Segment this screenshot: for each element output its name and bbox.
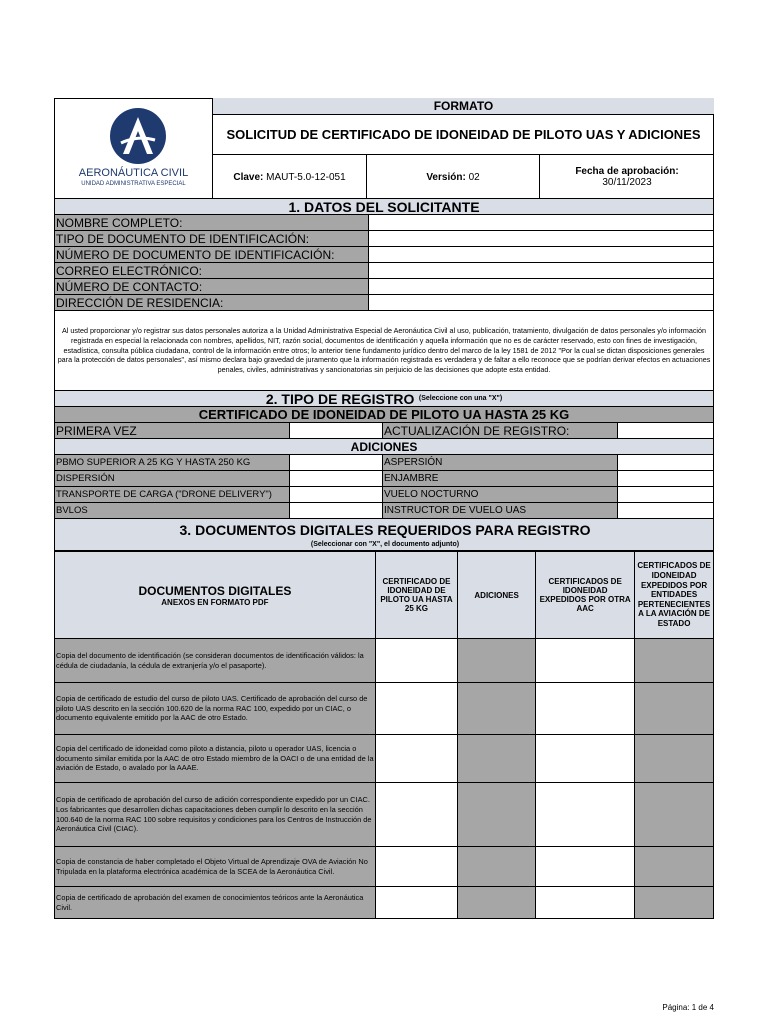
field-label: TIPO DE DOCUMENTO DE IDENTIFICACIÓN: [54,231,368,247]
document-checkbox[interactable] [458,887,536,919]
document-row [55,639,714,683]
adicion-input[interactable] [289,455,382,471]
disclaimer-text: Al usted proporcionar y/o registrar sus datos personales autoriza a la Unidad Administrativa Especial de Aeronáutica Civil al uso, publicación, tratamiento, divulgación de datos personales y/o información registrada en especial la relacionada con nombres, apellidos, NIT, razón social, documentos de identificación y aquella información que no es de carácter reservado, esto con fines de investigación, estadística, consulta pública ciudadana, control de la información entre otros; lo anterior tiene fundamento jurídico dentro del marco de la ley 1581 de 2012 "Por la cual se dictan disposiciones generales para la protección de datos personales", así mismo declara bajo gravedad de juramento que la información registrada es verdadera y de faltar a ello reconoce que se podrían derivar efectos en actuaciones penales, civiles, administrativas y sancionatorias sin perjuicio de las decisiones que adopte esta entidad. [57,326,711,375]
document-checkbox[interactable] [536,683,635,735]
adicion-input[interactable] [617,471,714,487]
document-checkbox[interactable] [536,847,635,887]
adicion-label: VUELO NOCTURNO [382,487,617,503]
clave-label: Clave: [233,171,264,183]
document-checkbox[interactable] [375,887,457,919]
fecha-value: 30/11/2023 [602,177,652,188]
section1-title: 1. DATOS DEL SOLICITANTE [54,199,714,215]
section2-note: (Seleccione con una "X") [418,395,503,402]
form-title: SOLICITUD DE CERTIFICADO DE IDONEIDAD DE PILOTO UAS Y ADICIONES [213,115,714,155]
primera-vez-label: PRIMERA VEZ [54,423,289,439]
clave-value: MAUT-5.0-12-051 [266,171,346,183]
document-checkbox[interactable] [458,847,536,887]
document-checkbox[interactable] [458,783,536,847]
logo-cell [54,98,213,199]
fecha-label: Fecha de aprobación: [575,166,679,177]
section3-title-cell [54,519,714,551]
documents-table [54,551,714,919]
document-checkbox[interactable] [375,639,457,683]
document-checkbox[interactable] [536,887,635,919]
document-checkbox[interactable] [536,735,635,783]
col-otra-aac: CERTIFICADOS DE IDONEIDAD EXPEDIDOS POR OTRA AAC [536,552,635,639]
document-checkbox[interactable] [375,683,457,735]
document-checkbox[interactable] [635,639,714,683]
document-row [55,887,714,919]
formato-label: FORMATO [213,98,714,115]
adicion-label: DISPERSIÓN [54,471,289,487]
adicion-input[interactable] [289,503,382,519]
clave-cell [213,155,367,199]
page-number: Página: 1 de 4 [662,1003,714,1012]
document-row [55,783,714,847]
aerocivil-logo-icon [109,107,167,165]
cert-title: CERTIFICADO DE IDONEIDAD DE PILOTO UA HASTA 25 KG [54,407,714,423]
adicion-label: BVLOS [54,503,289,519]
field-label: CORREO ELECTRÓNICO: [54,263,368,279]
document-row [55,683,714,735]
document-checkbox[interactable] [635,887,714,919]
document-checkbox[interactable] [375,847,457,887]
field-input[interactable] [368,215,714,231]
adicion-input[interactable] [289,471,382,487]
adicion-label: PBMO SUPERIOR A 25 KG Y HASTA 250 KG [54,455,289,471]
document-checkbox[interactable] [536,639,635,683]
field-input[interactable] [368,247,714,263]
document-description: Copia de certificado de aprobación del curso de adición correspondiente expedido por un CIAC. Los fabricantes que desarrollen dichas capacitaciones deben cumplir lo descrito en la sección 100.640 de la norma RAC 100 sobre requisitos y condiciones para los Centros de Instrucción de Aeronáutica Civil (CIAC). [55,783,376,847]
document-description: Copia del documento de identificación (se consideran documentos de identificación válidos: la cédula de ciudadanía, la cédula de extranjería y/o el pasaporte). [55,639,376,683]
col-certificado: CERTIFICADO DE IDONEIDAD DE PILOTO UA HASTA 25 KG [375,552,457,639]
adicion-input[interactable] [617,503,714,519]
document-checkbox[interactable] [635,735,714,783]
document-checkbox[interactable] [458,735,536,783]
field-input[interactable] [368,231,714,247]
col-adiciones: ADICIONES [458,552,536,639]
section3-title: 3. DOCUMENTOS DIGITALES REQUERIDOS PARA REGISTRO [179,522,591,538]
version-value: 02 [468,171,480,183]
document-checkbox[interactable] [536,783,635,847]
primera-vez-input[interactable] [289,423,382,439]
document-row [55,847,714,887]
adicion-label: ASPERSIÓN [382,455,617,471]
field-input[interactable] [368,263,714,279]
fecha-cell [540,155,714,199]
field-label: NOMBRE COMPLETO: [54,215,368,231]
document-checkbox[interactable] [375,783,457,847]
document-description: Copia del certificado de idoneidad como piloto a distancia, piloto u operador UAS, licencia o documento similar emitida por la AAC de otro Estado miembro de la OACI o de una entidad de la aviación de Estado, o avalado por la AAAE. [55,735,376,783]
document-description: Copia de certificado de estudio del curso de piloto UAS. Certificado de aprobación del curso de piloto UAS descrito en la sección 100.620 de la norma RAC 100, expedido por un CIAC, o documento equivalente emitido por la AAC de otro Estado. [55,683,376,735]
field-input[interactable] [368,279,714,295]
document-row [55,735,714,783]
document-description: Copia de certificado de aprobación del examen de conocimientos teóricos ante la Aeronáutica Civil. [55,887,376,919]
document-checkbox[interactable] [635,783,714,847]
section2-title [54,391,714,407]
document-checkbox[interactable] [635,683,714,735]
section2-title-text: 2. TIPO DE REGISTRO [265,390,415,407]
document-checkbox[interactable] [635,847,714,887]
adicion-input[interactable] [289,487,382,503]
version-cell [367,155,540,199]
adicion-label: INSTRUCTOR DE VUELO UAS [382,503,617,519]
field-input[interactable] [368,295,714,311]
document-checkbox[interactable] [458,683,536,735]
field-label: NÚMERO DE CONTACTO: [54,279,368,295]
document-checkbox[interactable] [375,735,457,783]
col-aviacion-estado: CERTIFICADOS DE IDONEIDAD EXPEDIDOS POR ENTIDADES PERTENECIENTES A LA AVIACIÓN DE ESTADO [635,552,714,639]
adicion-label: TRANSPORTE DE CARGA ("DRONE DELIVERY") [54,487,289,503]
version-label: Versión: [426,171,466,183]
document-checkbox[interactable] [458,639,536,683]
col-documentos-sub: ANEXOS EN FORMATO PDF [161,597,269,607]
col-documentos [55,552,376,639]
section3-note: (Seleccionar con "X", el documento adjunto) [310,540,460,548]
logo-name: AERONÁUTICA CIVIL [78,167,189,179]
actualizacion-input[interactable] [617,423,714,439]
adicion-label: ENJAMBRE [382,471,617,487]
field-label: NÚMERO DE DOCUMENTO DE IDENTIFICACIÓN: [54,247,368,263]
adicion-input[interactable] [617,487,714,503]
adicion-input[interactable] [617,455,714,471]
actualizacion-label: ACTUALIZACIÓN DE REGISTRO: [382,423,617,439]
adiciones-title: ADICIONES [54,439,714,455]
document-description: Copia de constancia de haber completado el Objeto Virtual de Aprendizaje OVA de Aviación No Tripulada en la plataforma electrónica académica de la SCEA de la Aeronáutica Civil. [55,847,376,887]
field-label: DIRECCIÓN DE RESIDENCIA: [54,295,368,311]
disclaimer-cell [54,311,714,391]
logo-subtitle: UNIDAD ADMINISTRATIVA ESPECIAL [81,180,186,187]
col-documentos-title: DOCUMENTOS DIGITALES [138,583,292,598]
